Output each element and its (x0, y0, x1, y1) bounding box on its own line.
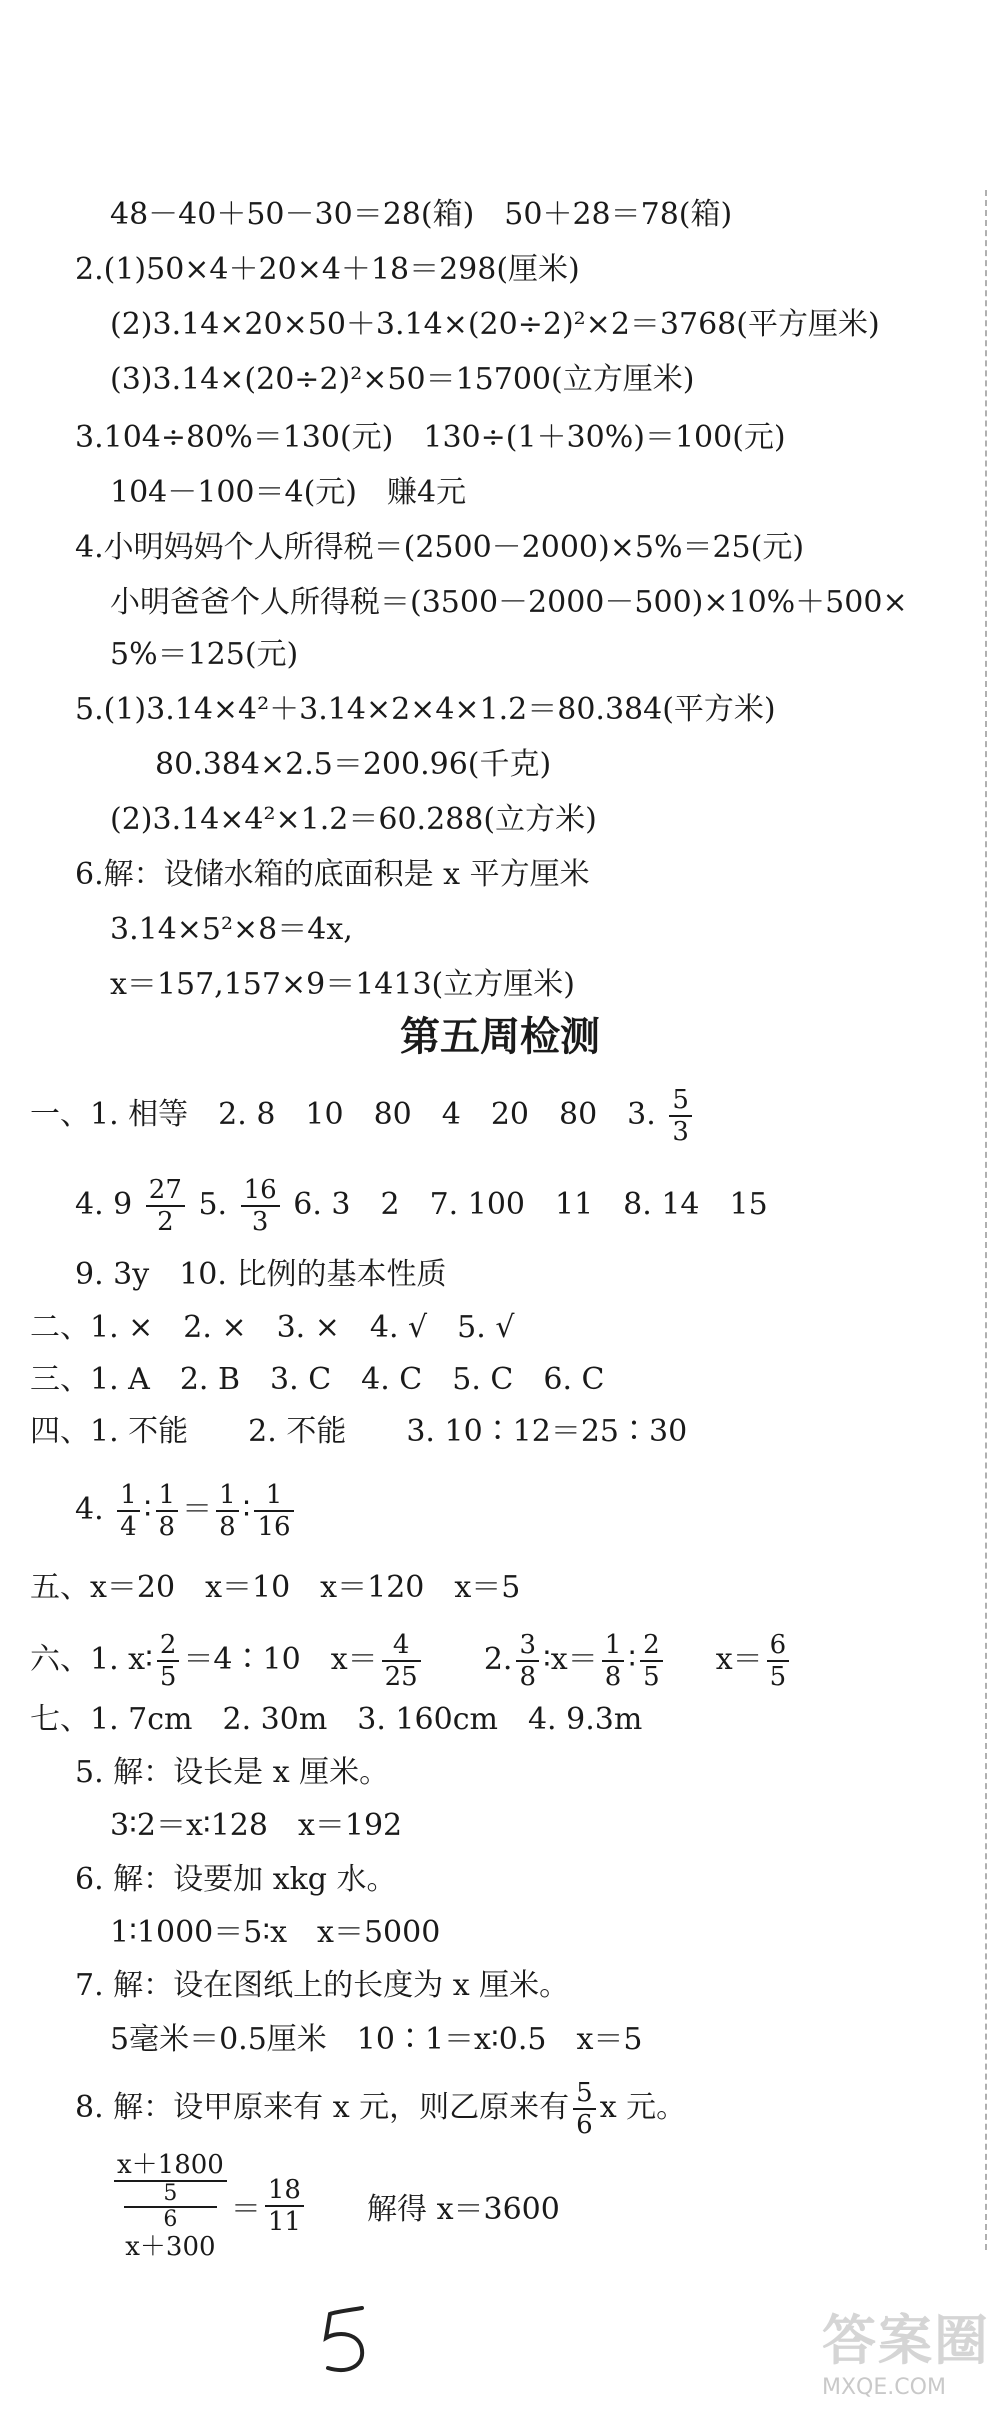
section-title: 第五周检测 (400, 1014, 600, 1060)
fraction: 5 6 (121, 2182, 220, 2232)
part4-line2 (75, 1480, 298, 1542)
part7-line: 1∶1000＝5∶x x＝5000 (110, 1915, 441, 1950)
part6-text: 六、1. x∶ (30, 1642, 153, 1677)
part7-text: 8. 解：设甲原来有 x 元，则乙原来有 (75, 2090, 570, 2125)
colon: ∶ (628, 1642, 637, 1677)
fraction: $\frac{5}{3}$ (669, 1085, 692, 1147)
answer-line: 2.(1)50×4＋20×4＋18＝298(厘米) (75, 252, 580, 287)
part1-text: 6. 3 2 7. 100 11 8. 14 15 (293, 1187, 768, 1222)
colon: ∶ (143, 1492, 152, 1527)
answer-line: 104－100＝4(元) 赚4元 (110, 475, 467, 510)
fraction: $\frac{16}{3}$ (241, 1175, 280, 1237)
equation-block (110, 2150, 560, 2262)
fraction: $\frac{5}{6}$ (573, 2078, 596, 2140)
part7-line8 (75, 2078, 686, 2140)
part6-text: ＝4∶10 x＝ (183, 1642, 378, 1677)
compound-numerator: x＋1800 (114, 2150, 227, 2182)
margin-dashed-line (985, 190, 987, 2250)
answer-line: 3.14×5²×8＝4x, (110, 912, 353, 947)
answer-line: 6.解：设储水箱的底面积是 x 平方厘米 (75, 857, 590, 892)
part6-text: x＝ (715, 1642, 763, 1677)
part7-text: x 元。 (599, 2090, 687, 2125)
answer-line: (3)3.14×(20÷2)²×50＝15700(立方厘米) (110, 362, 695, 397)
fraction: $\frac{6}{5}$ (767, 1630, 790, 1692)
fraction: $\frac{2}{5}$ (157, 1630, 180, 1692)
watermark-url: MXQE.COM (822, 2375, 946, 2400)
part1-line2 (75, 1175, 768, 1237)
fraction: $\frac{1}{8}$ (602, 1630, 625, 1692)
equation-result: 解得 x＝3600 (367, 2192, 560, 2227)
fraction: $\frac{3}{8}$ (516, 1630, 539, 1692)
compound-denominator: 5 6 x＋300 (114, 2182, 227, 2262)
answer-line: 4.小明妈妈个人所得税＝(2500－2000)×5%＝25(元) (75, 530, 805, 565)
part7-line: 5毫米＝0.5厘米 10∶1＝x∶0.5 x＝5 (110, 2022, 643, 2057)
answer-line: 80.384×2.5＝200.96(千克) (155, 747, 552, 782)
fraction: $\frac{2}{5}$ (640, 1630, 663, 1692)
equals: ＝ (230, 2192, 261, 2227)
watermark (822, 2298, 990, 2400)
part1-line1 (30, 1085, 696, 1147)
answer-line: x＝157,157×9＝1413(立方厘米) (110, 967, 575, 1002)
part4-line1: 四、1. 不能 2. 不能 3. 10∶12＝25∶30 (30, 1414, 688, 1449)
answer-line: (2)3.14×20×50＋3.14×(20÷2)²×2＝3768(平方厘米) (110, 307, 880, 342)
part4-text: 4. (75, 1492, 104, 1527)
handwritten-page-number-icon (310, 2300, 380, 2380)
answer-line: 48－40＋50－30＝28(箱) 50＋28＝78(箱) (110, 197, 733, 232)
part3-line: 三、1. A 2. B 3. C 4. C 5. C 6. C (30, 1362, 605, 1397)
answer-line: (2)3.14×4²×1.2＝60.288(立方米) (110, 802, 597, 837)
part7-line: 7. 解：设在图纸上的长度为 x 厘米。 (75, 1968, 570, 2003)
answer-line: 小明爸爸个人所得税＝(3500－2000－500)×10%＋500× (110, 585, 908, 620)
part1-text: 5. (198, 1187, 228, 1222)
compound-fraction (114, 2150, 227, 2262)
part7-line: 6. 解：设要加 xkg 水。 (75, 1862, 397, 1897)
part1-text: 4. 9 (75, 1187, 133, 1222)
fraction: $\frac{18}{11}$ (265, 2175, 304, 2237)
fraction: $\frac{27}{2}$ (146, 1175, 185, 1237)
part1-text: 一、1. 相等 2. 8 10 80 4 20 80 3. (30, 1097, 656, 1132)
fraction: $\frac{1}{16}$ (254, 1480, 293, 1542)
answer-line: 3.104÷80%＝130(元) 130÷(1＋30%)＝100(元) (75, 420, 786, 455)
part6-line (30, 1630, 793, 1692)
equals: ＝ (182, 1492, 213, 1527)
answer-line: 5%＝125(元) (110, 637, 299, 672)
fraction: $\frac{1}{8}$ (156, 1480, 179, 1542)
part7-line: 3∶2＝x∶128 x＝192 (110, 1808, 403, 1843)
watermark-logo: 答案圈 (822, 2309, 990, 2372)
part2-line: 二、1. × 2. × 3. × 4. √ 5. √ (30, 1310, 515, 1345)
part7-line: 5. 解：设长是 x 厘米。 (75, 1755, 390, 1790)
colon: ∶ (242, 1492, 251, 1527)
fraction: $\frac{4}{25}$ (382, 1630, 421, 1692)
part6-text: 2. (483, 1642, 513, 1677)
fraction: $\frac{1}{4}$ (117, 1480, 140, 1542)
fraction: $\frac{1}{8}$ (216, 1480, 239, 1542)
part5-line: 五、x＝20 x＝10 x＝120 x＝5 (30, 1570, 521, 1605)
answer-line: 5.(1)3.14×4²＋3.14×2×4×1.2＝80.384(平方米) (75, 692, 776, 727)
part1-line3: 9. 3y 10. 比例的基本性质 (75, 1257, 447, 1292)
part6-text: ∶x＝ (542, 1642, 598, 1677)
part7-line: 七、1. 7cm 2. 30m 3. 160cm 4. 9.3m (30, 1702, 643, 1737)
